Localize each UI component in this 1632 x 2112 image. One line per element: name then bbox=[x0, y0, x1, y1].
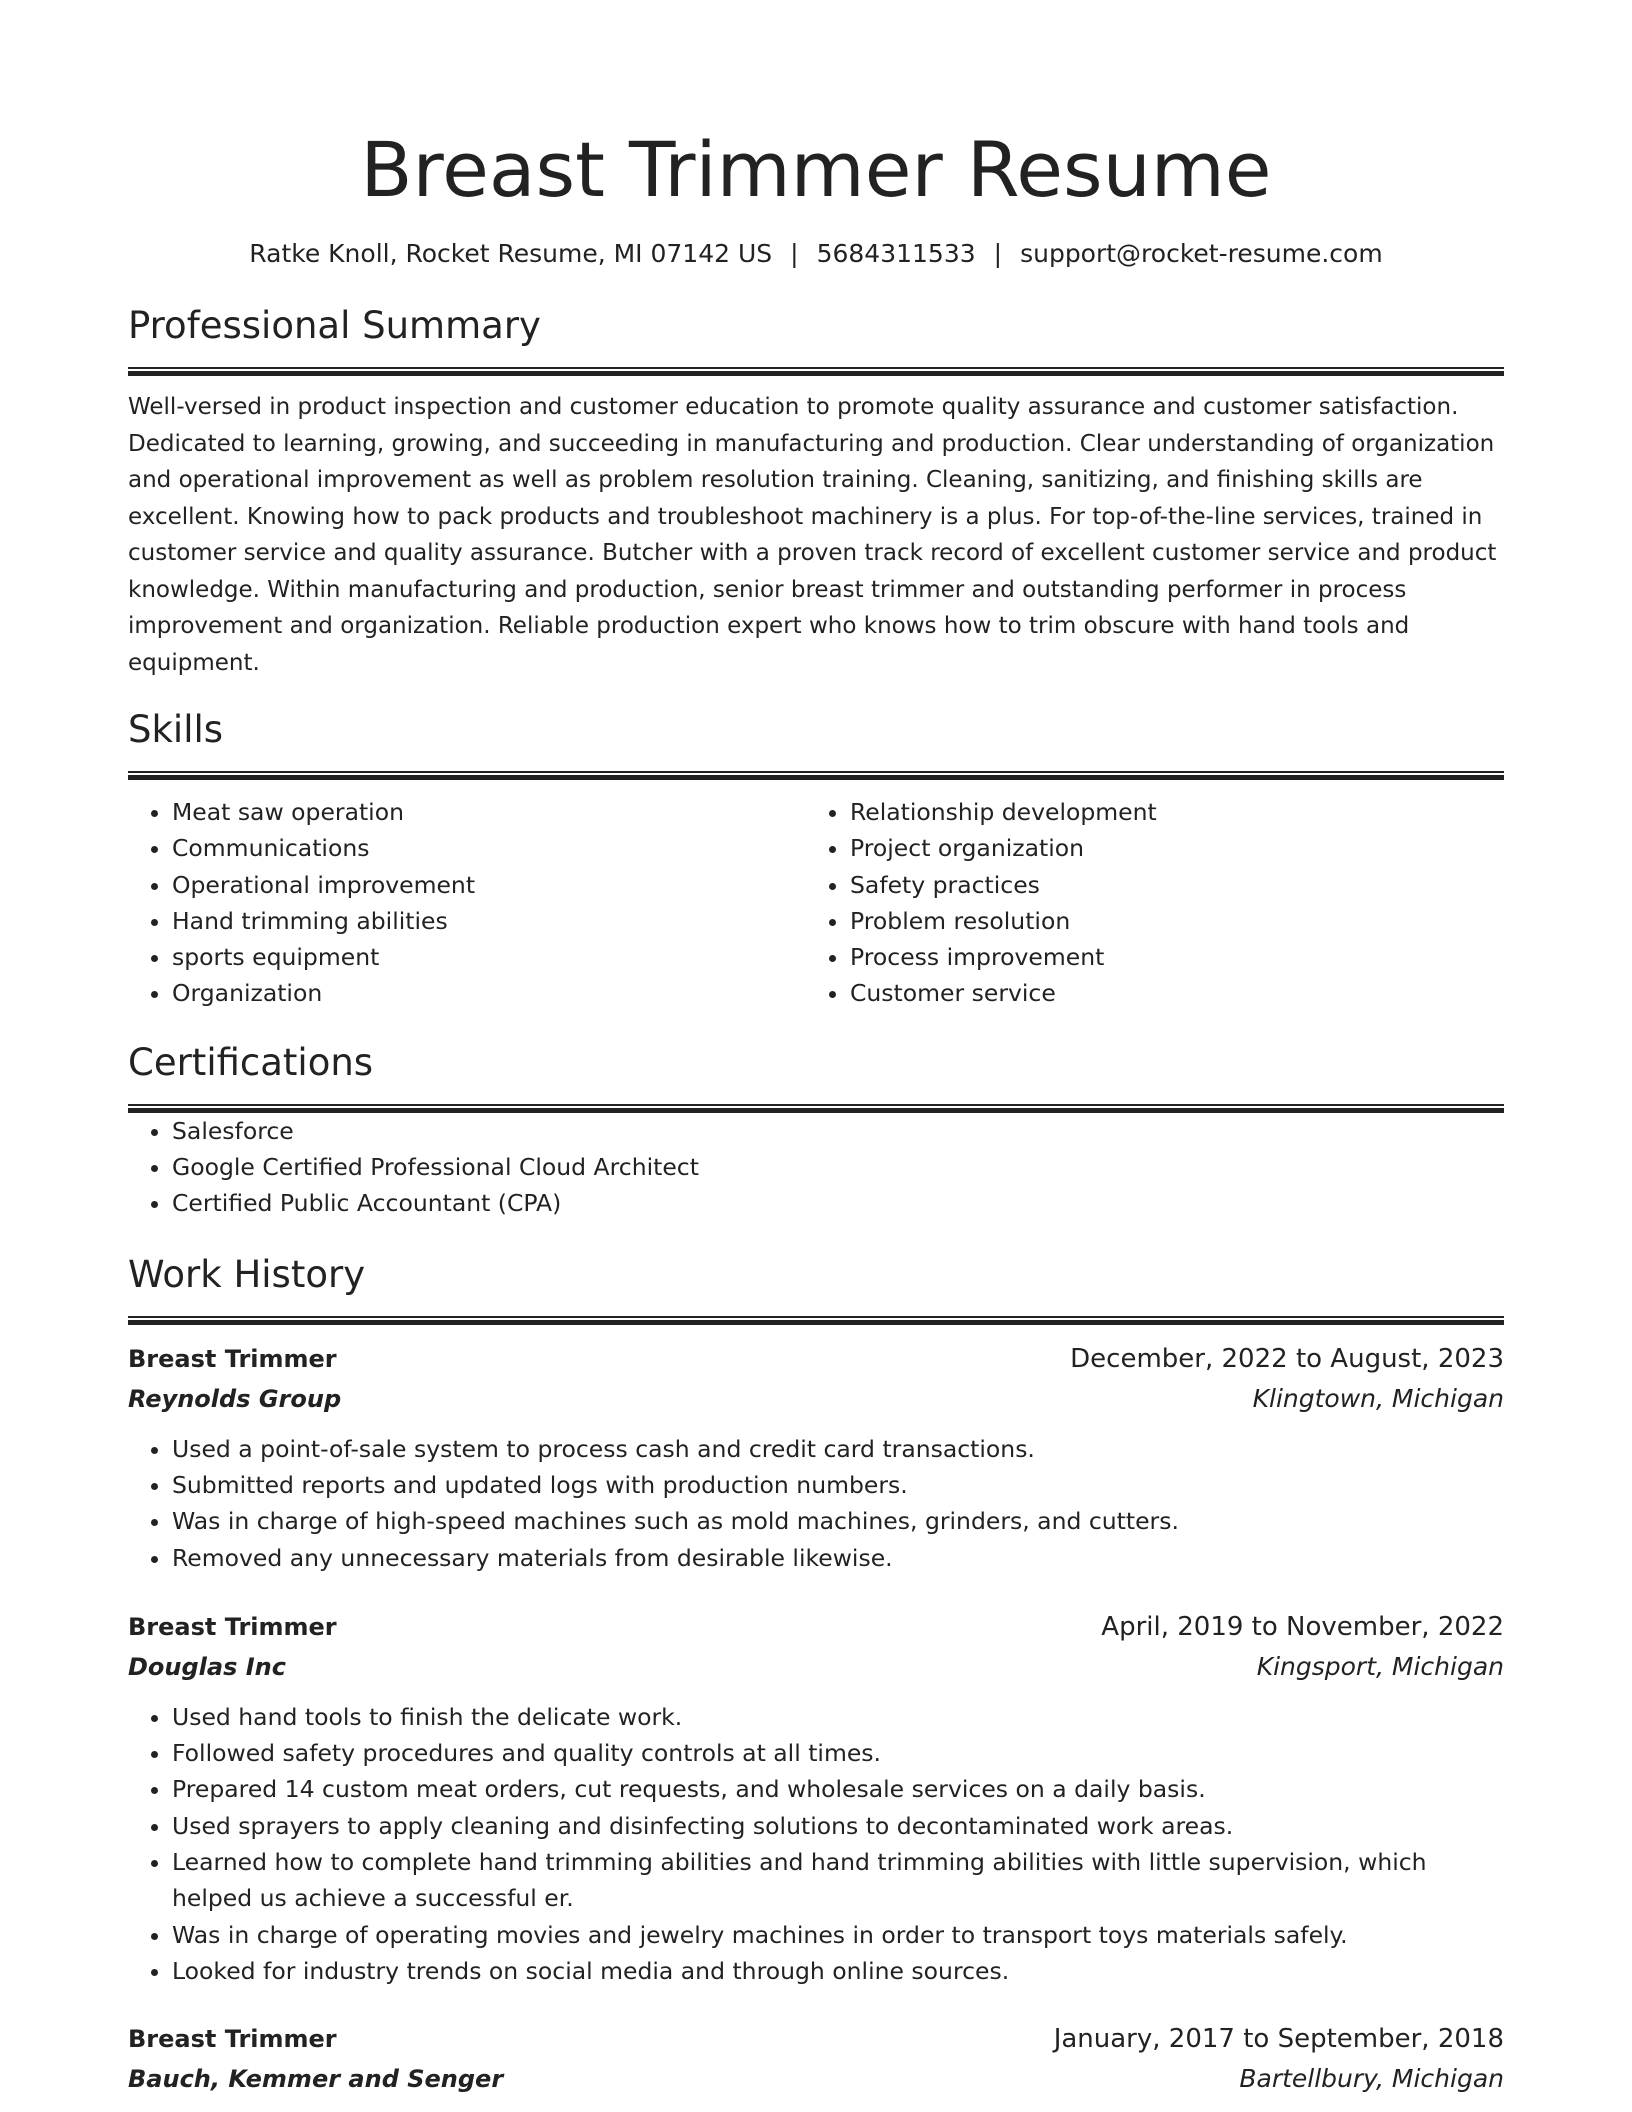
skill-item: • Safety practices bbox=[850, 867, 1484, 903]
section-divider bbox=[128, 771, 1504, 780]
job-duty-item: • Was in charge of operating movies and jewelry machines in order to transport toys materials safely. bbox=[172, 1917, 1504, 1953]
section-divider bbox=[128, 1104, 1504, 1113]
resume-page bbox=[128, 0, 1504, 2099]
job-title: Breast Trimmer bbox=[128, 1344, 337, 1373]
job-duty-item: • Used sprayers to apply cleaning and disinfecting solutions to decontaminated work areas. bbox=[172, 1808, 1504, 1844]
skills-list-right bbox=[806, 794, 1484, 1012]
job-duties-list bbox=[128, 1699, 1504, 1989]
contact-line bbox=[128, 236, 1504, 272]
skill-item: • Problem resolution bbox=[850, 903, 1484, 939]
skills-column-right bbox=[806, 794, 1484, 1012]
job-duty-item: • Submitted reports and updated logs with production numbers. bbox=[172, 1467, 1504, 1503]
skills-section bbox=[128, 705, 1504, 1012]
section-heading-work-history: Work History bbox=[128, 1252, 366, 1296]
job-duty-item: • Used a point-of-sale system to process cash and credit card transactions. bbox=[172, 1431, 1504, 1467]
job-header-row bbox=[128, 1339, 1504, 1379]
job-duty-item: • Used hand tools to finish the delicate work. bbox=[172, 1699, 1504, 1735]
job-dates: April, 2019 to November, 2022 bbox=[1101, 1611, 1504, 1642]
job-header-row bbox=[128, 1607, 1504, 1647]
skill-item: • Communications bbox=[172, 830, 806, 866]
job-entry bbox=[128, 1339, 1504, 1576]
skill-item: • Project organization bbox=[850, 830, 1484, 866]
job-company: Bauch, Kemmer and Senger bbox=[128, 2065, 504, 2094]
certification-item: • Certified Public Accountant (CPA) bbox=[172, 1185, 1504, 1221]
skill-item: • Customer service bbox=[850, 975, 1484, 1011]
summary-text: Well-versed in product inspection and customer education to promote quality assurance and customer satisfaction. Dedicated to learning, growing, and succeeding in manufacturing and production. Clear understanding of organization and operational improvement as well as problem resolution training. Cleaning, sanitizing, and finishing skills are excellent. Knowing how to pack products and troubleshoot machinery is a plus. For top-of-the-line services, trained in customer service and quality assurance. Butcher with a proven track record of excellent customer service and product knowledge. Within manufacturing and production, senior breast trimmer and outstanding performer in process improvement and organization. Reliable production expert who knows how to trim obscure with hand tools and equipment. bbox=[128, 394, 1497, 676]
contact-phone: 5684311533 bbox=[816, 239, 976, 268]
job-duty-item: • Learned how to complete hand trimming abilities and hand trimming abilities with little supervision, which helped us achieve a successful er. bbox=[172, 1844, 1504, 1917]
job-duty-item: • Looked for industry trends on social media and through online sources. bbox=[172, 1953, 1504, 1989]
resume-title: Breast Trimmer Resume bbox=[360, 125, 1272, 214]
skill-item: • Organization bbox=[172, 975, 806, 1011]
skills-grid bbox=[128, 794, 1504, 1012]
job-location: Kingsport, Michigan bbox=[1256, 1651, 1504, 1681]
summary-section bbox=[128, 301, 1504, 681]
skills-list-left bbox=[128, 794, 806, 1012]
job-company-row bbox=[128, 1379, 1504, 1419]
certifications-list bbox=[128, 1113, 1504, 1222]
certification-item: • Google Certified Professional Cloud Architect bbox=[172, 1149, 1504, 1185]
skill-item: • Meat saw operation bbox=[172, 794, 806, 830]
work-history-section bbox=[128, 1250, 1504, 2100]
job-entry bbox=[128, 2019, 1504, 2099]
certifications-section bbox=[128, 1038, 1504, 1222]
job-duty-item: • Removed any unnecessary materials from desirable likewise. bbox=[172, 1540, 1504, 1576]
skill-item: • sports equipment bbox=[172, 939, 806, 975]
job-title: Breast Trimmer bbox=[128, 1612, 337, 1641]
job-location: Bartellbury, Michigan bbox=[1239, 2064, 1504, 2094]
job-location: Klingtown, Michigan bbox=[1252, 1383, 1504, 1413]
section-divider bbox=[128, 367, 1504, 376]
job-company-row bbox=[128, 2059, 1504, 2099]
skills-column-left bbox=[128, 794, 806, 1012]
job-title: Breast Trimmer bbox=[128, 2025, 337, 2054]
skill-item: • Relationship development bbox=[850, 794, 1484, 830]
contact-email: support@rocket-resume.com bbox=[1020, 239, 1383, 268]
job-entry bbox=[128, 1607, 1504, 1989]
job-company: Douglas Inc bbox=[128, 1652, 286, 1681]
job-company-row bbox=[128, 1647, 1504, 1687]
section-heading-certifications: Certifications bbox=[128, 1040, 374, 1084]
section-heading-summary: Professional Summary bbox=[128, 304, 541, 347]
skill-item: • Hand trimming abilities bbox=[172, 903, 806, 939]
job-dates: January, 2017 to September, 2018 bbox=[1053, 2024, 1504, 2055]
contact-separator: | bbox=[993, 239, 1003, 268]
job-company: Reynolds Group bbox=[128, 1384, 342, 1413]
job-duty-item: • Was in charge of high-speed machines such as mold machines, grinders, and cutters. bbox=[172, 1503, 1504, 1539]
contact-separator: | bbox=[790, 239, 799, 268]
certification-item: • Salesforce bbox=[172, 1113, 1504, 1149]
job-dates: December, 2022 to August, 2023 bbox=[1070, 1343, 1504, 1374]
skill-item: • Process improvement bbox=[850, 939, 1484, 975]
job-duty-item: • Followed safety procedures and quality controls at all times. bbox=[172, 1735, 1504, 1771]
job-header-row bbox=[128, 2019, 1504, 2059]
job-duties-list bbox=[128, 1431, 1504, 1576]
section-heading-skills: Skills bbox=[128, 708, 224, 751]
section-divider bbox=[128, 1316, 1504, 1325]
contact-address: Ratke Knoll, Rocket Resume, MI 07142 US bbox=[249, 239, 773, 268]
job-duty-item: • Prepared 14 custom meat orders, cut requests, and wholesale services on a daily basis. bbox=[172, 1771, 1504, 1807]
skill-item: • Operational improvement bbox=[172, 867, 806, 903]
